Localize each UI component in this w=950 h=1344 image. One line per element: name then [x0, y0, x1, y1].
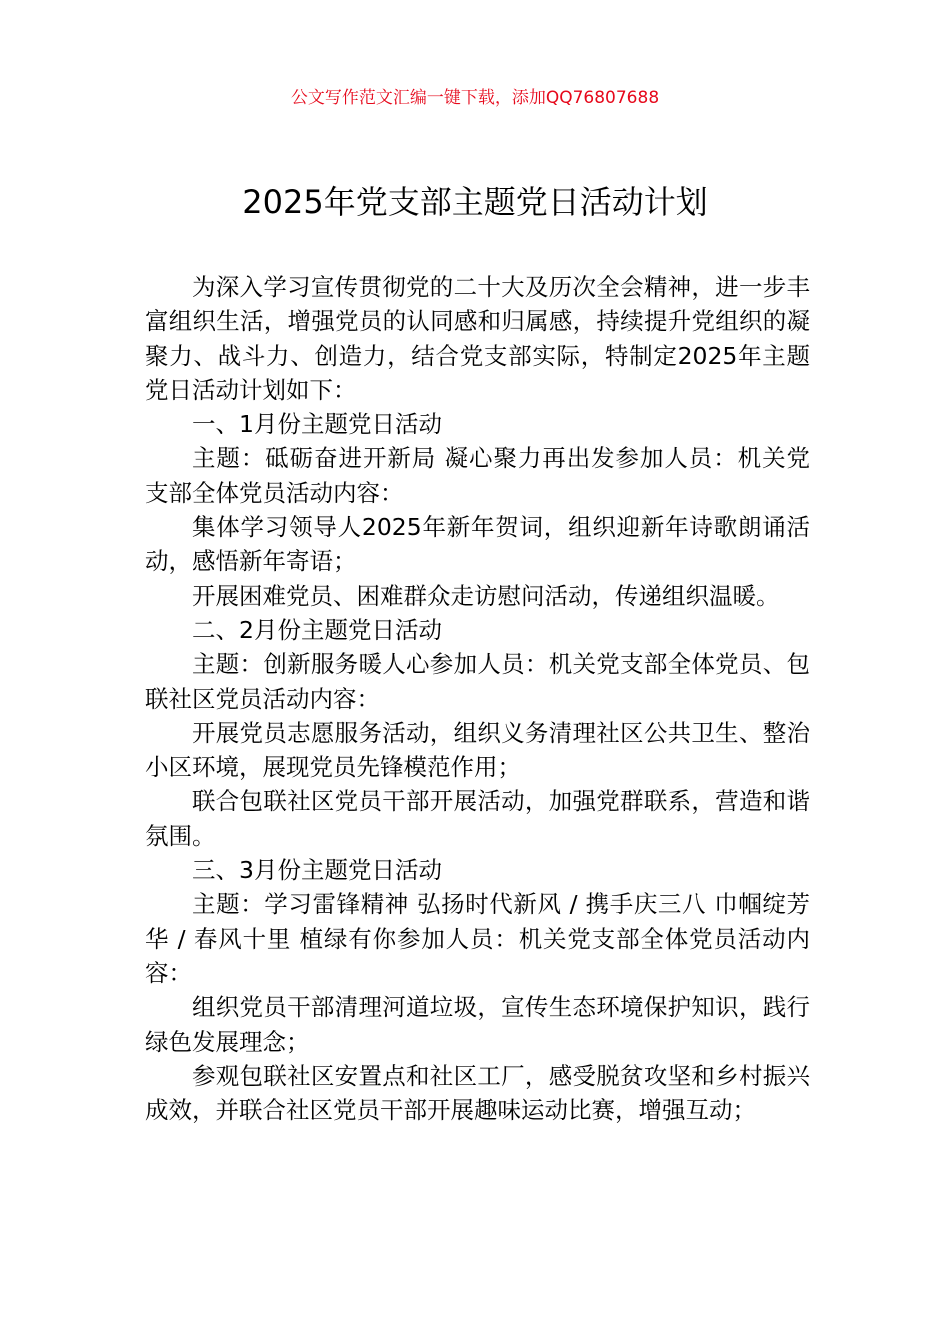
document-body — [145, 270, 810, 1127]
section-heading-february: 二、2月份主题党日活动 — [192, 615, 442, 644]
february-activity-1: 开展党员志愿服务活动，组织义务清理社区公共卫生、整治小区环境，展现党员先锋模范作用； — [145, 718, 810, 782]
january-activity-1: 集体学习领导人2025年新年贺词，组织迎新年诗歌朗诵活动，感悟新年寄语； — [145, 513, 810, 576]
header-note: 公文写作范文汇编一键下载，添加QQ76807688 — [290, 88, 660, 108]
january-activity-2: 开展困难党员、困难群众走访慰问活动，传递组织温暖。 — [192, 581, 780, 610]
document-title: 2025年党支部主题党日活动计划 — [242, 183, 708, 221]
march-theme: 主题：学习雷锋精神 弘扬时代新风 / 携手庆三八 巾帼绽芳华 / 春风十里 植绿有你参加人员：机关党支部全体党员活动内容： — [145, 890, 810, 987]
february-theme: 主题：创新服务暖人心参加人员：机关党支部全体党员、包联社区党员活动内容： — [145, 650, 810, 713]
january-theme: 主题：砥砺奋进开新局 凝心聚力再出发参加人员：机关党支部全体党员活动内容： — [145, 444, 810, 507]
section-heading-march: 三、3月份主题党日活动 — [192, 856, 442, 885]
march-activity-1: 组织党员干部清理河道垃圾，宣传生态环境保护知识，践行绿色发展理念； — [145, 993, 810, 1056]
section-heading-january: 一、1月份主题党日活动 — [192, 410, 442, 439]
february-activity-2: 联合包联社区党员干部开展活动，加强党群联系，营造和谐氛围。 — [145, 787, 810, 850]
march-activity-2: 参观包联社区安置点和社区工厂，感受脱贫攻坚和乡村振兴成效，并联合社区党员干部开展趣味运动比赛，增强互动； — [145, 1061, 810, 1125]
intro-paragraph: 为深入学习宣传贯彻党的二十大及历次全会精神，进一步丰富组织生活，增强党员的认同感和归属感，持续提升党组织的凝聚力、战斗力、创造力，结合党支部实际，特制定2025年主题党日活动计划如下： — [145, 273, 810, 404]
